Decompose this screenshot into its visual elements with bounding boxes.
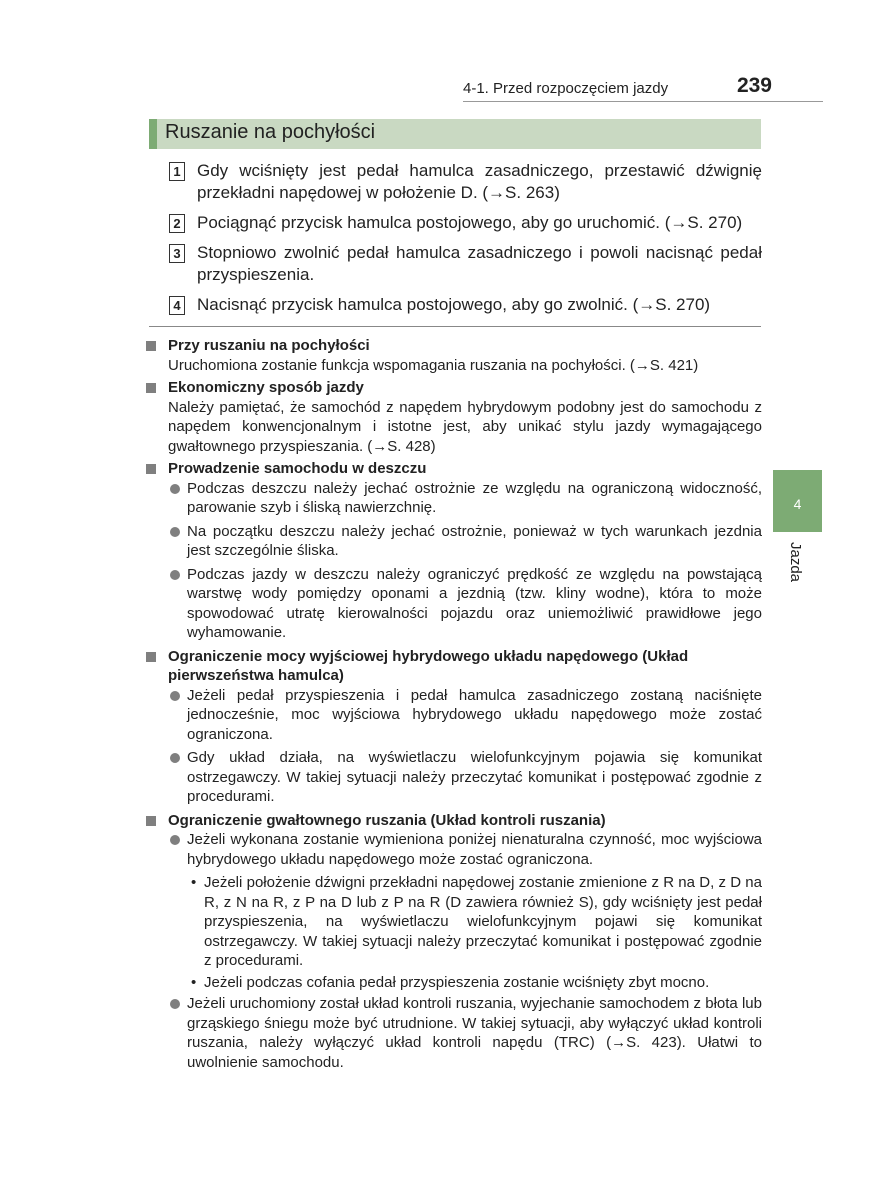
circle-bullet-icon <box>170 999 180 1009</box>
step-number-box: 2 <box>169 214 185 233</box>
circle-bullet-icon <box>170 691 180 701</box>
page-number: 239 <box>736 74 772 97</box>
note-heading <box>146 647 762 686</box>
header-divider <box>463 101 823 102</box>
circle-bullet-icon <box>170 570 180 580</box>
step-text: Nacisnąć przycisk hamulca postojowego, aby go zwolnić. (→S. 270) <box>197 295 711 314</box>
chapter-title: 4-1. Przed rozpoczęciem jazdy <box>463 80 669 97</box>
list-item <box>146 748 762 807</box>
bullet-text: Jeżeli uruchomiony został układ kontroli ruszania, wyjechanie samochodem z błota lub grząskiego śniegu może być utrudnione. W takiej sytuacji, aby wyłączyć układ kontroli ruszania, należy wyłączyć układ kontroli napędu (TRC) (→S. 423). Ułatwi to uwolnienie samochodu. <box>187 995 762 1071</box>
note-heading <box>146 378 762 398</box>
sub-list-item <box>146 973 762 993</box>
bullet-text: Jeżeli pedał przyspieszenia i pedał hamulca zasadniczego zostaną naciśnięte jednocześnie, moc wyjściowa hybrydowego układu napędowego może zostać ograniczona. <box>187 686 762 743</box>
list-item <box>146 830 762 869</box>
step-text: Pociągnąć przycisk hamulca postojowego, aby go uruchomić. (→S. 270) <box>197 213 743 232</box>
sub-bullet-text: Jeżeli podczas cofania pedał przyspieszenia zostanie wciśnięty zbyt mocno. <box>204 973 710 991</box>
list-item <box>146 686 762 745</box>
step-3 <box>169 242 762 286</box>
square-bullet-icon <box>146 464 156 474</box>
note-heading <box>146 336 762 356</box>
circle-bullet-icon <box>170 753 180 763</box>
sub-bullet-text: Jeżeli położenie dźwigni przekładni napędowej zostanie zmienione z R na D, z D na R, z N na R, z P na D lub z P na R (D zawiera również S), gdy wciśnięty jest pedał przyspieszenia, na wyświetlaczu wielofunkcyjnym pojawi się komunikat ostrzegawczy. W takiej sytuacji należy przeczytać komunikat i postępować zgodnie z procedurami. <box>204 874 762 969</box>
section-title: Ruszanie na pochyłości <box>165 121 376 143</box>
step-text: Gdy wciśnięty jest pedał hamulca zasadniczego, przestawić dźwignię przekładni napędowej w położenie D. (→S. 263) <box>197 161 762 202</box>
note-body: Uruchomiona zostanie funkcja wspomagania ruszania na pochyłości. (→S. 421) <box>168 356 699 374</box>
step-2 <box>169 212 762 234</box>
note-title: Ograniczenie gwałtownego ruszania (Układ kontroli ruszania) <box>168 811 606 829</box>
chapter-tab <box>773 470 822 532</box>
list-item <box>146 522 762 561</box>
step-text: Stopniowo zwolnić pedał hamulca zasadniczego i powoli nacisnąć pedał przyspieszenia. <box>197 243 762 284</box>
note-body: Należy pamiętać, że samochód z napędem hybrydowym podobny jest do samochodu z napędem konwencjonalnym i istotne jest, aby unikać stylu jazdy wymagającego gwałtownego przyspieszania. (→S. 428) <box>168 398 762 455</box>
sub-list-item <box>146 873 762 971</box>
square-bullet-icon <box>146 816 156 826</box>
chapter-tab-number: 4 <box>793 496 802 512</box>
note-title: Ekonomiczny sposób jazdy <box>168 379 364 396</box>
list-item <box>146 479 762 518</box>
note-title: Przy ruszaniu na pochyłości <box>168 337 370 354</box>
note-heading <box>146 459 762 479</box>
notes-section <box>146 336 762 1076</box>
procedure-steps <box>169 160 762 324</box>
step-4 <box>169 294 762 316</box>
circle-bullet-icon <box>170 527 180 537</box>
step-number-box: 4 <box>169 296 185 315</box>
list-item <box>146 565 762 643</box>
list-item <box>146 994 762 1072</box>
square-bullet-icon <box>146 341 156 351</box>
note-title: Ograniczenie mocy wyjściowej hybrydowego układu napędowego (Układ pierwszeństwa hamulca) <box>168 647 689 684</box>
square-bullet-icon <box>146 383 156 393</box>
bullet-text: Gdy układ działa, na wyświetlaczu wielofunkcyjnym pojawia się komunikat ostrzegawczy. W takiej sytuacji należy przeczytać komunikat i postępować zgodnie z procedurami. <box>187 749 762 805</box>
note-title: Prowadzenie samochodu w deszczu <box>168 460 427 477</box>
page-header <box>463 74 772 102</box>
circle-bullet-icon <box>170 484 180 494</box>
steps-divider <box>149 326 761 327</box>
sub-bullet-icon: • <box>191 973 197 991</box>
step-number-box: 1 <box>169 162 185 181</box>
step-number-box: 3 <box>169 244 185 263</box>
chapter-tab-label: Jazda <box>787 542 804 583</box>
step-1 <box>169 160 762 204</box>
note-heading <box>146 811 762 831</box>
bullet-text: Podczas deszczu należy jechać ostrożnie ze względu na ograniczoną widoczność, parowanie szyb i śliską nawierzchnię. <box>187 479 762 516</box>
sub-bullet-icon: • <box>191 874 197 891</box>
bullet-text: Jeżeli wykonana zostanie wymieniona poniżej nienaturalna czynność, moc wyjściowa hybrydowego układu napędowego może zostać ograniczona. <box>187 831 762 868</box>
square-bullet-icon <box>146 652 156 662</box>
bullet-text: Na początku deszczu należy jechać ostrożnie, ponieważ w tych warunkach jezdnia jest szczególnie śliska. <box>187 522 762 559</box>
section-heading-bar <box>149 119 761 149</box>
bullet-text: Podczas jazdy w deszczu należy ograniczyć prędkość ze względu na powstającą warstwę wody pomiędzy oponami a jezdnią (tzw. kliny wodne), która to może spowodować utratę kierowalności pojazdu oraz uniemożliwić prawidłowe jego wyhamowanie. <box>187 565 762 641</box>
circle-bullet-icon <box>170 835 180 845</box>
